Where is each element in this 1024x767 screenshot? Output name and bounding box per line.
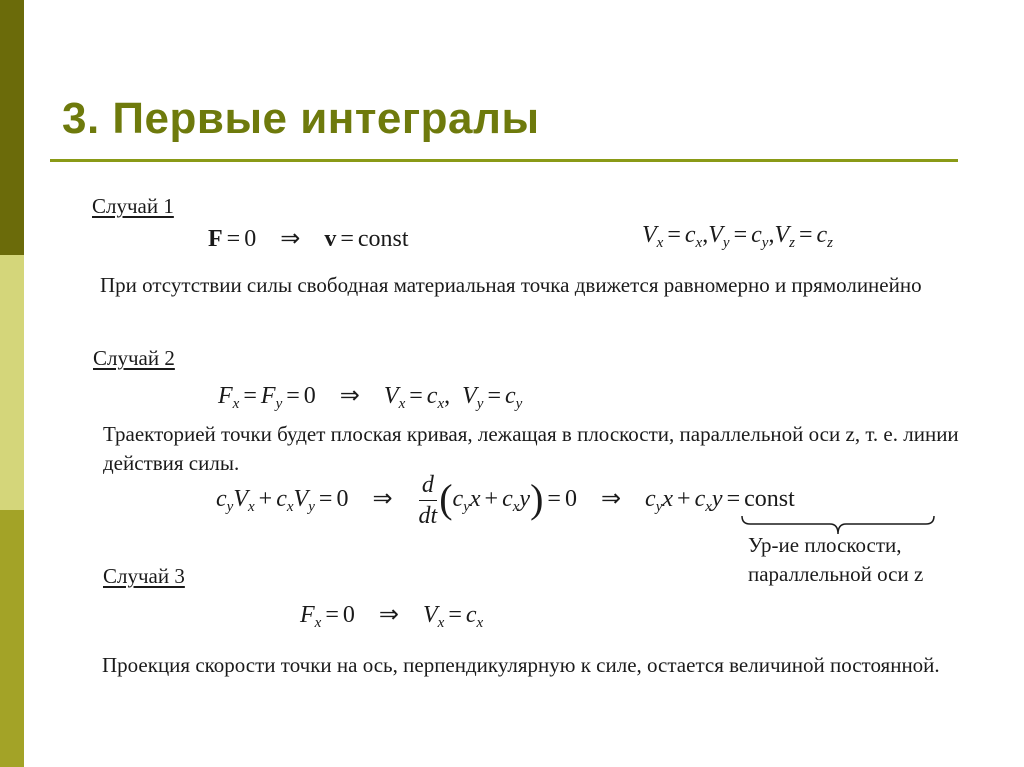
sidebar-segment-top [0, 0, 24, 255]
brace-caption-line-2: параллельной оси z [748, 562, 924, 586]
case-1-description: При отсутствии силы свободная материальная точка движется равномерно и прямолинейно [100, 273, 922, 297]
title-divider [50, 159, 958, 162]
case-1-label: Случай 1 [92, 194, 174, 218]
case-3-label: Случай 3 [103, 564, 185, 588]
brace-caption-line-1: Ур-ие плоскости, [748, 533, 902, 557]
slide-title: 3. Первые интегралы [62, 94, 540, 143]
sidebar-decoration [0, 0, 24, 767]
case-3-description: Проекция скорости точки на ось, перпендикулярную к силе, остается величиной постоянной. [102, 653, 940, 677]
case-2-label: Случай 2 [93, 346, 175, 370]
sidebar-segment-bottom [0, 510, 24, 767]
case-2-description: Траекторией точки будет плоская кривая, лежащая в плоскости, параллельной оси z, т. е. линии действия силы. [103, 422, 959, 475]
sidebar-segment-middle [0, 255, 24, 510]
case-2-equation-force: $F_x = F_y = 0$ ⇒ $V_x = c_x$, $V_y = c_y$ [218, 383, 523, 412]
case-1-equation-left: F = 0 ⇒ v = const [208, 226, 409, 252]
case-2-equation-plane: $c_yV_x + c_xV_y = 0$ ⇒ $\frac{d}{dt}$ $(c_yx + c_xy) = 0$ ⇒ $c_yx + c_xy$ = const [216, 472, 795, 529]
case-3-equation: $F_x = 0$ ⇒ $V_x = c_x$ [300, 602, 484, 631]
case-1-equation-right: $V_x = c_x,V_y = c_y,V_z = c_z$ [642, 222, 833, 251]
